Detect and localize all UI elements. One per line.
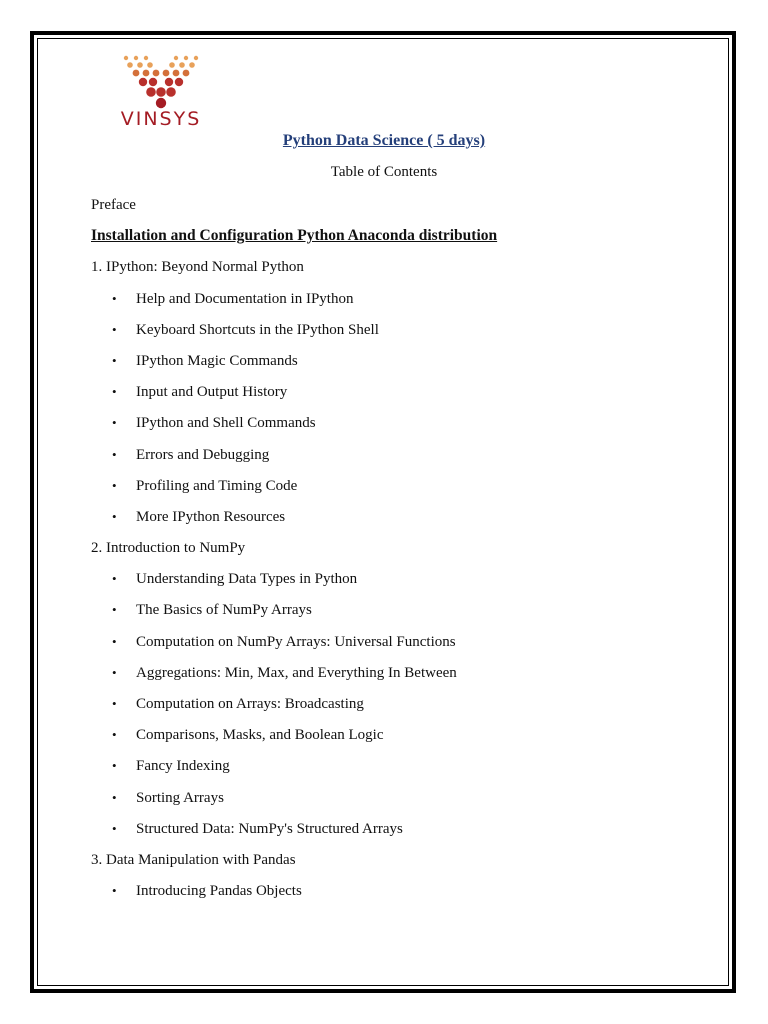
toc-section-title: 3. Data Manipulation with Pandas (91, 851, 296, 868)
toc-item-text: The Basics of NumPy Arrays (136, 602, 312, 619)
toc-item-text: Profiling and Timing Code (136, 477, 298, 494)
logo-dot (146, 87, 156, 97)
bullet-icon: • (112, 664, 117, 680)
logo-dot (165, 78, 173, 86)
bullet-icon: • (112, 602, 117, 618)
toc-list-item (91, 632, 711, 663)
toc-list-item (91, 289, 711, 320)
toc-item-text: Aggregations: Min, Max, and Everything In Between (136, 664, 457, 681)
toc-item-text: Computation on NumPy Arrays: Universal Functions (136, 633, 456, 650)
bullet-icon: • (112, 446, 117, 462)
logo-dot (166, 87, 176, 97)
toc-heading: Table of Contents (330, 164, 438, 180)
bullet-icon: • (112, 508, 117, 524)
bullet-icon: • (112, 415, 117, 431)
document-title: Python Data Science ( 5 days) (282, 132, 486, 149)
bullet-icon: • (112, 321, 117, 337)
toc-list-item (91, 663, 711, 694)
toc-item-text: Help and Documentation in IPython (136, 290, 354, 307)
logo-dot (137, 62, 143, 68)
logo-dot (139, 78, 147, 86)
bullet-icon: • (112, 571, 117, 587)
toc-list-item (91, 351, 711, 382)
toc-list-item (91, 881, 711, 912)
toc-item-text: Understanding Data Types in Python (136, 571, 358, 588)
logo-dot (127, 62, 133, 68)
toc-list-item (91, 445, 711, 476)
logo-text: VINSYS (120, 108, 202, 130)
toc-item-text: Introducing Pandas Objects (136, 883, 302, 900)
bullet-icon: • (112, 789, 117, 805)
bullet-icon: • (112, 883, 117, 899)
logo-dot (153, 70, 160, 77)
logo-dot (156, 98, 166, 108)
bullet-icon: • (112, 696, 117, 711)
logo-dot (194, 56, 198, 60)
bullet-icon: • (112, 633, 117, 649)
toc-list-item (91, 382, 711, 413)
logo-dot (156, 87, 166, 97)
logo-dot (143, 70, 150, 77)
toc-list-item (91, 694, 711, 725)
toc-item-text: IPython and Shell Commands (136, 415, 316, 432)
logo-dot (173, 70, 180, 77)
toc-section-title: 2. Introduction to NumPy (91, 540, 246, 557)
toc-list-item (91, 819, 711, 850)
toc-list-item (91, 788, 711, 819)
toc-list-item (91, 507, 711, 538)
logo-dot (174, 56, 178, 60)
bullet-icon: • (112, 820, 117, 836)
bullet-icon: • (112, 477, 117, 493)
bullet-icon: • (112, 727, 117, 743)
logo-dot (179, 62, 185, 68)
logo-dot (189, 62, 195, 68)
logo-dots-graphic (112, 52, 210, 110)
bullet-icon: • (112, 290, 117, 306)
logo-dot (163, 70, 170, 77)
toc-item-text: IPython Magic Commands (136, 352, 298, 369)
toc-list-item (91, 320, 711, 351)
toc-list-item (91, 413, 711, 444)
toc-sections (91, 257, 711, 912)
toc-list-item (91, 600, 711, 631)
table-of-contents (91, 195, 711, 912)
bullet-icon: • (112, 758, 117, 774)
logo-dot (147, 62, 153, 68)
bullet-icon: • (112, 384, 117, 400)
toc-item-text: Errors and Debugging (136, 446, 270, 463)
logo-dot (144, 56, 148, 60)
logo-dot (183, 70, 190, 77)
toc-item-text: Fancy Indexing (136, 758, 230, 775)
toc-list-item (91, 756, 711, 787)
toc-item-text: Computation on Arrays: Broadcasting (136, 696, 364, 712)
toc-item-text: Input and Output History (136, 384, 288, 401)
vinsys-logo (112, 52, 210, 132)
logo-dot (149, 78, 157, 86)
logo-dot (134, 56, 138, 60)
logo-dot (169, 62, 175, 68)
toc-preface: Preface (91, 197, 136, 213)
toc-install-heading: Installation and Configuration Python Anaconda distribution (91, 227, 498, 245)
toc-item-text: Keyboard Shortcuts in the IPython Shell (136, 321, 379, 338)
toc-item-text: More IPython Resources (136, 508, 286, 525)
toc-item-text: Comparisons, Masks, and Boolean Logic (136, 727, 384, 744)
toc-section-title: 1. IPython: Beyond Normal Python (91, 259, 304, 276)
toc-list-item (91, 569, 711, 600)
logo-dot (175, 78, 183, 86)
logo-dot (133, 70, 140, 77)
logo-dot (184, 56, 188, 60)
logo-dot (124, 56, 128, 60)
bullet-icon: • (112, 352, 117, 368)
toc-list-item (91, 476, 711, 507)
toc-list-item (91, 725, 711, 756)
toc-item-text: Structured Data: NumPy's Structured Arrays (136, 820, 403, 837)
toc-item-text: Sorting Arrays (136, 789, 224, 806)
